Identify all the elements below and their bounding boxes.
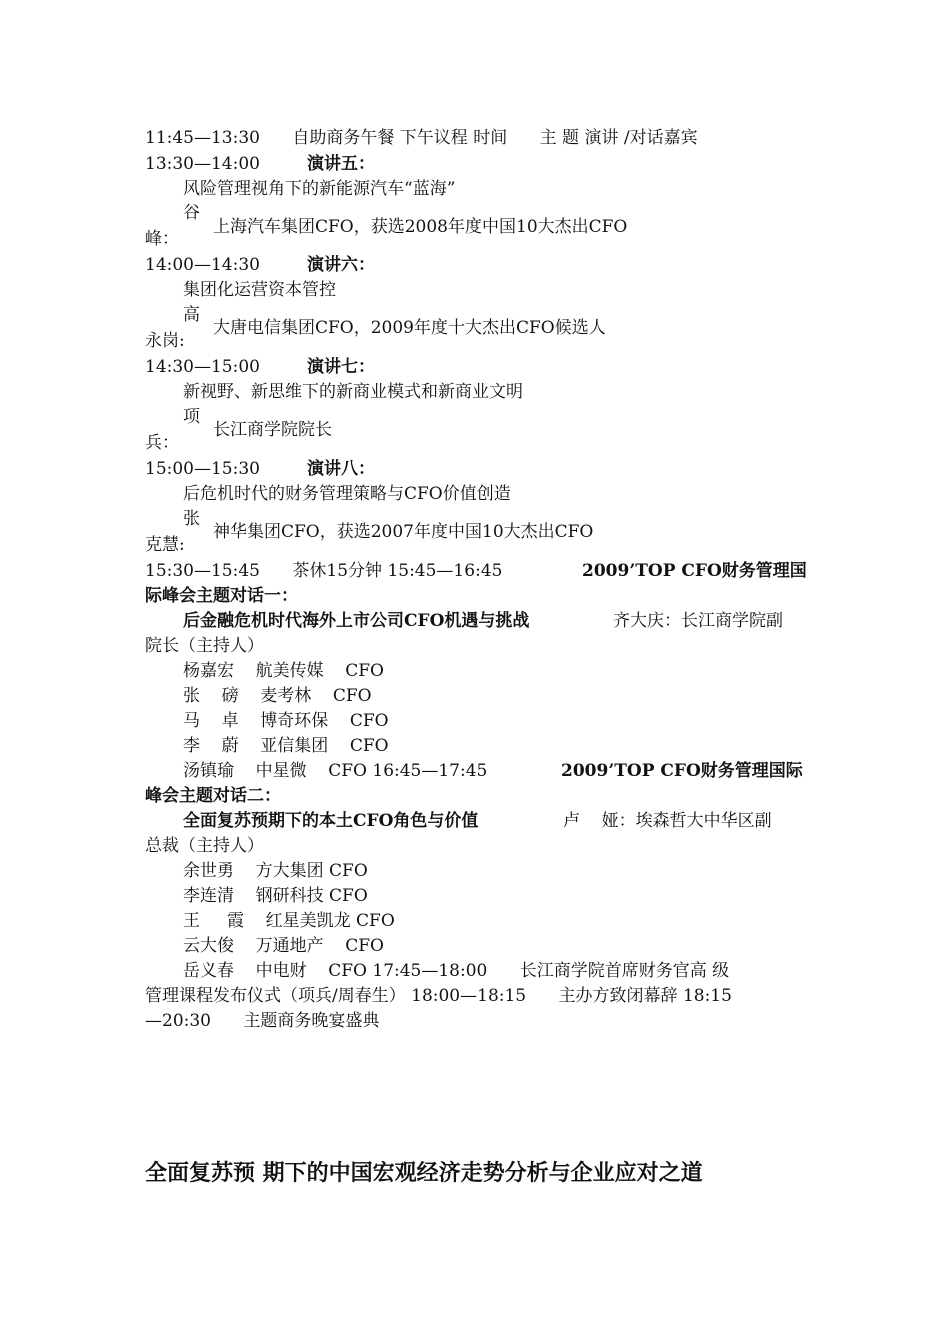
panelist-row: 云大俊 万通地产 CFO [183,936,384,956]
host-info: 齐大庆：长江商学院副 [613,611,783,631]
panelist-row: 李 蔚 亚信集团 CFO [183,736,389,756]
speaker-name-part: 克慧: [145,535,185,555]
agenda-line: 11:45—13:30 自助商务午餐 下午议程 时间 主 题 演讲 /对话嘉宾 [145,128,698,148]
host-info: 卢 娅：埃森哲大中华区副 [563,811,772,831]
speaker-name-part: 永岗: [145,331,185,351]
time-slot: 15:00—15:30 [145,459,260,479]
agenda-line: —20:30 主题商务晚宴盛典 [145,1011,380,1031]
speaker-name-part: 谷 [183,203,200,223]
panelist-row: 余世勇 方大集团 CFO [183,861,368,881]
agenda-line: 15:30—15:45 茶休15分钟 15:45—16:45 [145,561,503,581]
host-info: 总裁（主持人） [145,836,264,856]
speaker-name-part: 高 [183,305,200,325]
dialogue-topic: 后金融危机时代海外上市公司CFO机遇与挑战 [183,611,530,631]
section-heading: 全面复苏预 期下的中国宏观经济走势分析与企业应对之道 [145,1161,703,1186]
session-title: 2009’TOP CFO财务管理国际 [561,761,803,781]
panelist-row: 马 卓 博奇环保 CFO [183,711,389,731]
agenda-line: 管理课程发布仪式（项兵/周春生） 18:00—18:15 主办方致闭幕辞 18:15 [145,986,732,1006]
session-title: 峰会主题对话二： [145,786,281,806]
agenda-line: 汤镇瑜 中星微 CFO 16:45—17:45 [183,761,488,781]
speech-topic: 新视野、新思维下的新商业模式和新商业文明 [183,382,523,402]
host-info: 院长（主持人） [145,636,264,656]
time-slot: 14:00—14:30 [145,255,260,275]
speech-topic: 后危机时代的财务管理策略与CFO价值创造 [183,484,511,504]
speaker-title: 大唐电信集团CFO，2009年度十大杰出CFO候选人 [213,318,606,338]
panelist-row: 李连清 钢研科技 CFO [183,886,368,906]
speaker-name-part: 张 [183,509,200,529]
panelist-row: 王 霞 红星美凯龙 CFO [183,911,395,931]
speaker-title: 长江商学院院长 [213,420,332,440]
speech-label: 演讲七： [307,357,375,377]
session-title: 际峰会主题对话一： [145,586,298,606]
panelist-row: 张 磅 麦考林 CFO [183,686,372,706]
speech-label: 演讲六： [307,255,375,275]
speaker-name-part: 峰： [145,229,179,249]
session-title: 2009’TOP CFO财务管理国 [582,561,807,581]
time-slot: 14:30—15:00 [145,357,260,377]
speech-label: 演讲八： [307,459,375,479]
speech-topic: 风险管理视角下的新能源汽车“蓝海” [183,179,456,199]
panelist-row: 杨嘉宏 航美传媒 CFO [183,661,384,681]
speaker-title: 神华集团CFO，获选2007年度中国10大杰出CFO [213,522,594,542]
time-slot: 13:30—14:00 [145,154,260,174]
speech-topic: 集团化运营资本管控 [183,280,336,300]
speaker-name-part: 兵： [145,433,179,453]
agenda-line: 岳义春 中电财 CFO 17:45—18:00 长江商学院首席财务官高 级 [183,961,730,981]
speaker-title: 上海汽车集团CFO，获选2008年度中国10大杰出CFO [213,217,628,237]
dialogue-topic: 全面复苏预期下的本土CFO角色与价值 [183,811,479,831]
speaker-name-part: 项 [183,407,200,427]
speech-label: 演讲五： [307,154,375,174]
